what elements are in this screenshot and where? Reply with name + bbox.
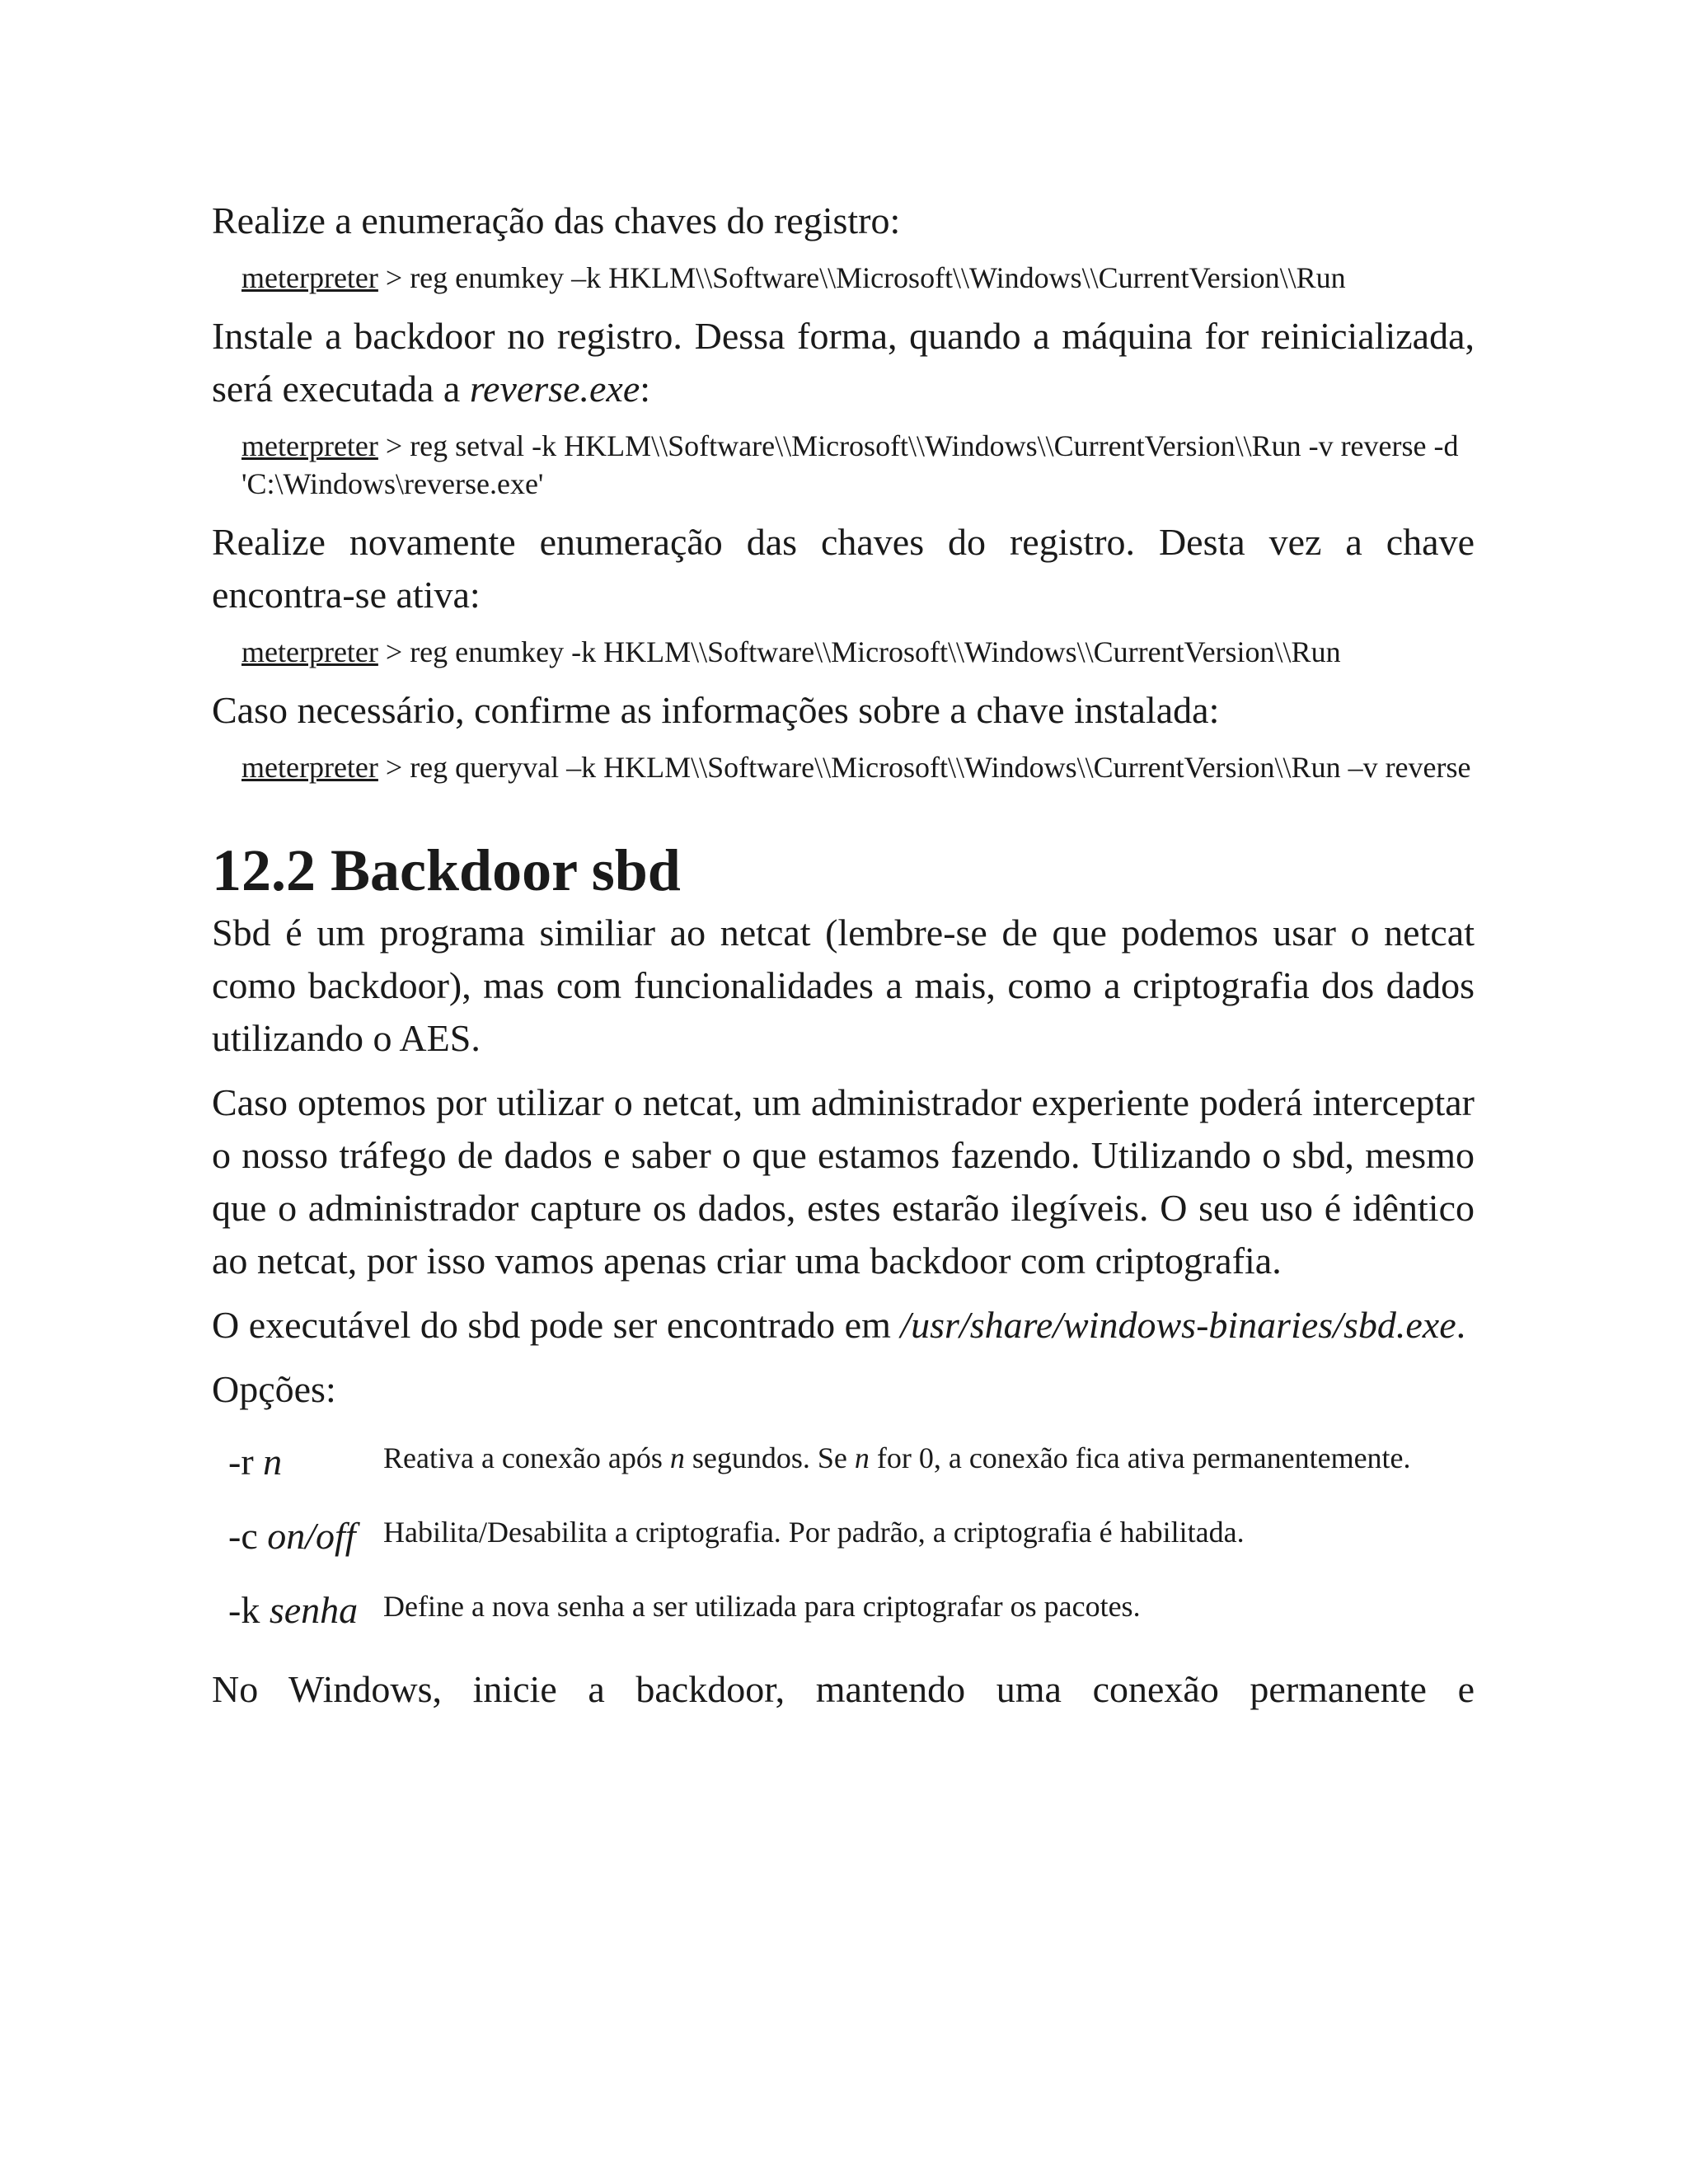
options-table: [212, 1437, 1475, 1635]
flag-name: -k: [228, 1589, 270, 1631]
paragraph-text: O executável do sbd pode ser encontrado em: [212, 1304, 901, 1346]
flag-name: -c: [228, 1515, 268, 1557]
paragraph-install-backdoor: [212, 310, 1475, 415]
paragraph-start-backdoor: No Windows, inicie a backdoor, mantendo uma conexão permanente e: [212, 1668, 1475, 1710]
option-row-r: [212, 1437, 1475, 1487]
option-flag: [212, 1586, 383, 1635]
paragraph-text: :: [640, 368, 651, 410]
desc-text: segundos. Se: [684, 1441, 855, 1474]
paragraph-netcat-comparison: Caso optemos por utilizar o netcat, um administrador experiente poderá interceptar o nosso tráfego de dados e saber o que estamos fazendo. Utilizando o sbd, mesmo que o administrador capture os dados, estes estarão ilegíveis. O seu uso é idêntico ao netcat, por isso vamos apenas criar uma backdoor com criptografia.: [212, 1081, 1475, 1282]
desc-text: for 0, a conexão fica ativa permanentemente.: [869, 1441, 1411, 1474]
code-prompt: meterpreter: [241, 261, 378, 294]
code-queryval: [241, 748, 1475, 786]
code-command: > reg queryval –k HKLM\\Software\\Microsoft\\Windows\\CurrentVersion\\Run –v reverse: [377, 751, 1471, 784]
paragraph-confirm-key: Caso necessário, confirme as informações sobre a chave instalada:: [212, 689, 1220, 731]
paragraph-enumerate-again: Realize novamente enumeração das chaves do registro. Desta vez a chave encontra-se ativa:: [212, 521, 1475, 616]
flag-name: -r: [228, 1441, 264, 1483]
paragraph-options-label: Opções:: [212, 1368, 336, 1410]
path-emphasis: /usr/share/windows-binaries/sbd.exe: [900, 1304, 1456, 1346]
option-flag: [212, 1511, 383, 1561]
paragraph-enumerate-keys: Realize a enumeração das chaves do registro:: [212, 199, 901, 241]
desc-text: Define a nova senha a ser utilizada para criptografar os pacotes.: [383, 1590, 1141, 1623]
paragraph-text: Instale a backdoor no registro. Dessa forma, quando a máquina for reinicializada, será executada a: [212, 315, 1475, 410]
section-heading: 12.2 Backdoor sbd: [212, 837, 681, 903]
paragraph-text: .: [1456, 1304, 1466, 1346]
desc-emphasis: n: [854, 1441, 870, 1474]
flag-argument: senha: [269, 1589, 359, 1631]
document-page: [212, 194, 1475, 1716]
option-row-k: [212, 1586, 1475, 1635]
filename-emphasis: reverse.exe: [469, 368, 640, 410]
option-description: [383, 1511, 1245, 1551]
option-flag: [212, 1437, 383, 1487]
code-prompt: meterpreter: [241, 429, 378, 462]
paragraph-sbd-intro: Sbd é um programa similiar ao netcat (lembre-se de que podemos usar o netcat como backdoor), mas com funcionalidades a mais, como a criptografia dos dados utilizando o AES.: [212, 912, 1475, 1059]
code-prompt: meterpreter: [241, 751, 378, 784]
desc-text: Reativa a conexão após: [383, 1441, 670, 1474]
option-description: [383, 1437, 1411, 1477]
option-row-c: [212, 1511, 1475, 1561]
flag-argument: n: [263, 1441, 283, 1483]
desc-text: Habilita/Desabilita a criptografia. Por padrão, a criptografia é habilitada.: [383, 1516, 1245, 1549]
code-enumkey: [241, 259, 1475, 297]
desc-emphasis: n: [669, 1441, 685, 1474]
flag-argument: on/off: [267, 1515, 356, 1557]
paragraph-executable-path: [212, 1299, 1475, 1352]
code-command: > reg enumkey –k HKLM\\Software\\Microsoft\\Windows\\CurrentVersion\\Run: [377, 261, 1346, 294]
code-command: > reg enumkey -k HKLM\\Software\\Microsoft\\Windows\\CurrentVersion\\Run: [377, 635, 1341, 668]
option-description: [383, 1586, 1141, 1625]
code-prompt: meterpreter: [241, 635, 378, 668]
code-setval: [241, 427, 1475, 503]
code-enumkey-2: [241, 633, 1475, 671]
code-command: > reg setval -k HKLM\\Software\\Microsoft\\Windows\\CurrentVersion\\Run -v reverse -d 'C:\Windows\reverse.exe': [241, 429, 1459, 500]
